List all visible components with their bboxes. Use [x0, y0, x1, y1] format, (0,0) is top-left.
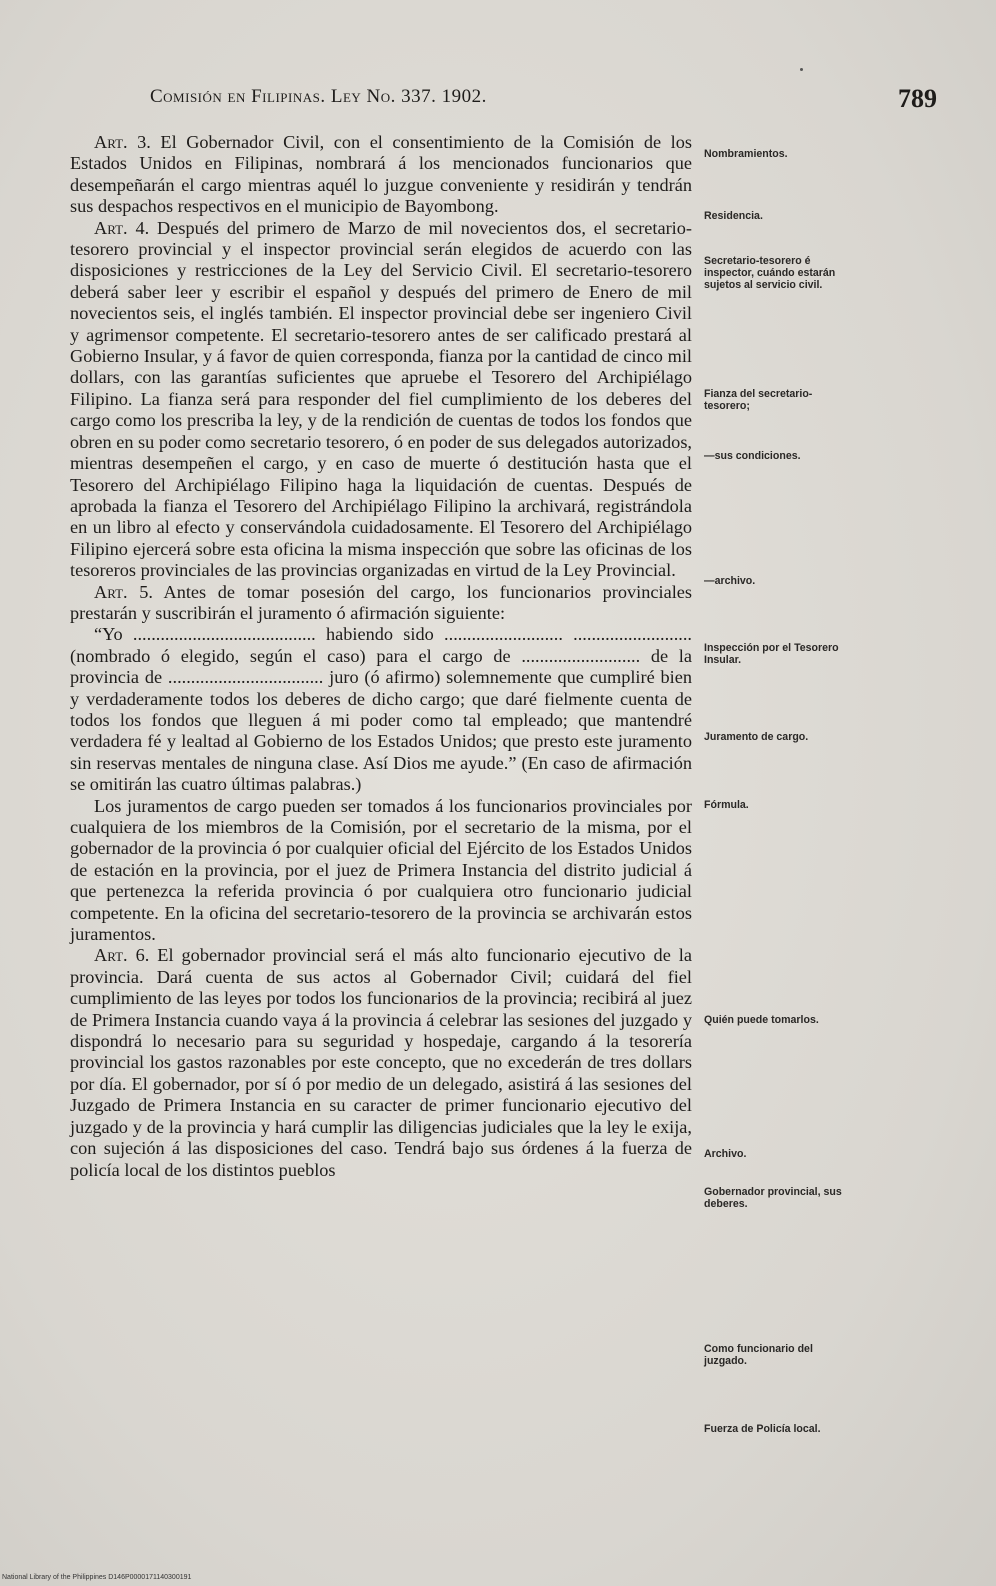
article-label: Art. 4.: [94, 217, 150, 238]
margin-note-formula: Fórmula.: [704, 799, 749, 811]
paragraph-art-5: Art. 5. Antes de tomar posesión del cargo, los funcionarios provinciales prestarán y suscribirán el juramento ó afirmación siguiente:: [70, 581, 693, 623]
margin-note-archivo-2: Archivo.: [704, 1148, 747, 1160]
margin-note-fianza: Fianza del secretario-tesorero;: [704, 388, 813, 412]
margin-note-policia: Fuerza de Policía local.: [704, 1423, 821, 1435]
margin-note-quien-puede: Quién puede tomarlos.: [704, 1014, 819, 1026]
margin-note-nombramientos: Nombramientos.: [704, 148, 788, 160]
paragraph-art-6: Art. 6. El gobernador provincial será el más alto funcionario ejecutivo de la provincia. Dará cuenta de sus actos al Gobernador Civil; cuidará del fiel cumplimiento de las leyes por todos los funcionarios de la provincia; recibirá al juez de Primera Instancia cuando vaya á la provincia á celebrar las sesiones del juzgado y dispondrá lo necesario para su seguridad y hospedaje, cargando á la tesorería provincial los gastos razonables por este concepto, que no excederán de tres dollars por día. El gobernador, por sí ó por medio de un delegado, asistirá á las sesiones del Juzgado de Primera Instancia en su caracter de primer funcionario ejecutivo del juzgado y de la provincia y hará cumplir las diligencias judiciales que la ley le exija, con sujeción á las disposiciones del caso. Tendrá bajo sus órdenes á la fuerza de policía local de los distintos pueblos: [70, 945, 692, 1180]
margin-note-inspeccion: Inspección por el Tesorero Insular.: [704, 642, 839, 666]
margin-note-condiciones: —sus condiciones.: [704, 450, 801, 462]
paragraph-oath-formula: “Yo ........................................ habiendo sido .......................... .......................... (nombrado ó elegido, según el caso) para el cargo de .......................... de la provincia de .................................. juro (ó afirmo) solemnemente que cumpliré bien y verdaderamente todos los deberes de dicho cargo; que daré fielmente cuenta de todos los fondos que lleguen á mi poder como tal empleado; que mantendré verdadera fé y lealtad al Gobierno de los Estados Unidos; que presto este juramento sin reservas mentales de ninguna clase. Así Dios me ayude.” (En caso de afirmación se omitirán las cuatro últimas palabras.): [70, 624, 692, 795]
page-number: 789: [898, 84, 937, 113]
scan-speck: [800, 68, 803, 71]
article-label: Art. 3.: [94, 132, 151, 152]
paragraph-art-3: Art. 3. El Gobernador Civil, con el consentimiento de la Comisión de los Estados Unidos en Filipinas, nombrará á los mencionados funcionarios que desempeñarán el cargo mientras aquél lo juzgue conveniente y residirán y tendrán sus despachos respectivos en el municipio de Bayombong.: [70, 132, 693, 217]
margin-note-residencia: Residencia.: [704, 210, 763, 222]
margin-note-funcionario-juzgado: Como funcionario del juzgado.: [704, 1343, 813, 1367]
margin-note-archivo: —archivo.: [704, 575, 756, 587]
body-text: [70, 132, 692, 1181]
article-label: Art. 5.: [94, 581, 153, 602]
running-header: Comisión en Filipinas. Ley No. 337. 1902.: [150, 86, 487, 107]
article-label: Art. 6.: [94, 945, 150, 966]
margin-note-gobernador: Gobernador provincial, sus deberes.: [704, 1186, 842, 1210]
scan-footer: National Library of the Philippines D146P0000171140300191: [2, 1574, 192, 1581]
margin-note-secretario-tesorero: Secretario-tesorero é inspector, cuándo estarán sujetos al servicio civil.: [704, 255, 836, 291]
paragraph-oath-takers: Los juramentos de cargo pueden ser tomados á los funcionarios provinciales por cualquiera de los miembros de la Comisión, por el secretario de la misma, por el gobernador de la provincia ó por cualquier oficial del Ejército de los Estados Unidos de estación en la provincia, por el juez de Primera Instancia del distrito judicial á que pertenezca la referida provincia ó por cualquiera otro funcionario judicial competente. En la oficina del secretario-tesorero de la provincia se archivarán estos juramentos.: [70, 795, 692, 945]
margin-note-juramento: Juramento de cargo.: [704, 731, 809, 743]
paragraph-art-4: Art. 4. Después del primero de Marzo de mil novecientos dos, el secretario-tesorero provincial y el inspector provincial serán elegidos de acuerdo con las disposiciones y restricciones de la Ley del Servicio Civil. El secretario-tesorero deberá saber leer y escribir el español y después del primero de Enero de mil novecientos seis, el inglés también. El inspector provincial debe ser ingeniero Civil y agrimensor competente. El secretario-tesorero antes de ser calificado prestará al Gobierno Insular, y á favor de quien corresponda, fianza por la cantidad de cinco mil dollars, con las garantías suficientes que apruebe el Tesorero del Archipiélago Filipino. La fianza será para responder del fiel cumplimiento de los deberes del cargo como los prescriba la ley, y de la rendición de cuentas de todos los fondos que obren en su poder como secretario tesorero, ó en poder de sus delegados autorizados, mientras desempeñen el cargo, y en caso de muerte ó destitución hasta que el Tesorero del Archipiélago Filipino haga la liquidación de cuentas. Después de aprobada la fianza el Tesorero del Archipiélago Filipino la archivará, registrándola en un libro al efecto y conservándola cuidadosamente. El Tesorero del Archipiélago Filipino ejercerá sobre esta oficina la misma inspección que sobre las oficinas de los tesoreros provinciales de las provincias organizadas en virtud de la Ley Provincial.: [70, 217, 692, 581]
